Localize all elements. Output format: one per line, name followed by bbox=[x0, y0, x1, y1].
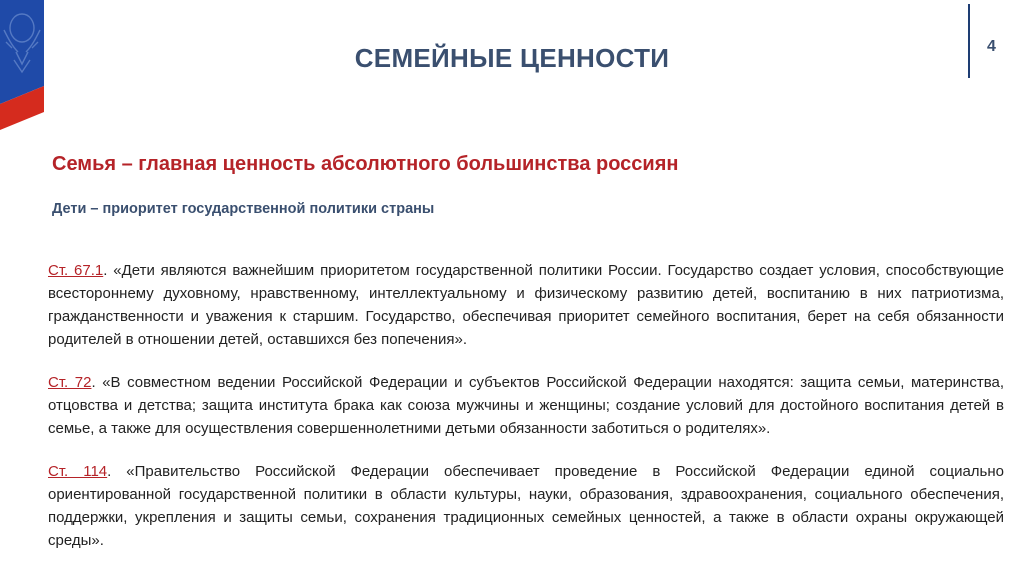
article-link-72[interactable]: Ст. 72 bbox=[48, 374, 92, 391]
article-paragraph-72 bbox=[48, 371, 1004, 440]
article-link-67-1[interactable]: Ст. 67.1 bbox=[48, 262, 104, 279]
article-paragraph-114 bbox=[48, 460, 1004, 552]
article-text-67-1: . «Дети являются важнейшим приоритетом государственной политики России. Государство создает условия, способствующие всестороннему духовному, нравственному, интеллектуальному и физическому развитию детей, воспитанию в них патриотизма, гражданственности и уважения к старшим. Государство, обеспечивая приоритет семейного воспитания, берет на себя обязанности родителей в отношении детей, оставшихся без попечения». bbox=[48, 262, 1004, 348]
section-heading: Семья – главная ценность абсолютного большинства россиян bbox=[52, 153, 679, 175]
article-text-72: . «В совместном ведении Российской Федерации и субъектов Российской Федерации находятся: защита семьи, материнства, отцовства и детства; защита института брака как союза мужчины и женщины; создание условий для достойного воспитания детей в семье, а также для осуществления совершеннолетними детьми обязанности заботиться о родителях». bbox=[48, 374, 1005, 437]
article-paragraph-67-1 bbox=[48, 259, 1004, 351]
article-text-114: . «Правительство Российской Федерации обеспечивает проведение в Российской Федерации единой социально ориентированной государственной политики в области культуры, науки, образования, здравоохранения, социального обеспечения, поддержки, укрепления и защиты семьи, сохранения традиционных семейных ценностей, а также в области охраны окружающей среды». bbox=[48, 463, 1004, 549]
article-link-114[interactable]: Ст. 114 bbox=[48, 463, 108, 480]
header-divider bbox=[968, 4, 970, 78]
page-number: 4 bbox=[987, 38, 996, 55]
page-title: СЕМЕЙНЫЕ ЦЕННОСТИ bbox=[354, 43, 670, 73]
section-subheading: Дети – приоритет государственной политики страны bbox=[52, 201, 435, 217]
